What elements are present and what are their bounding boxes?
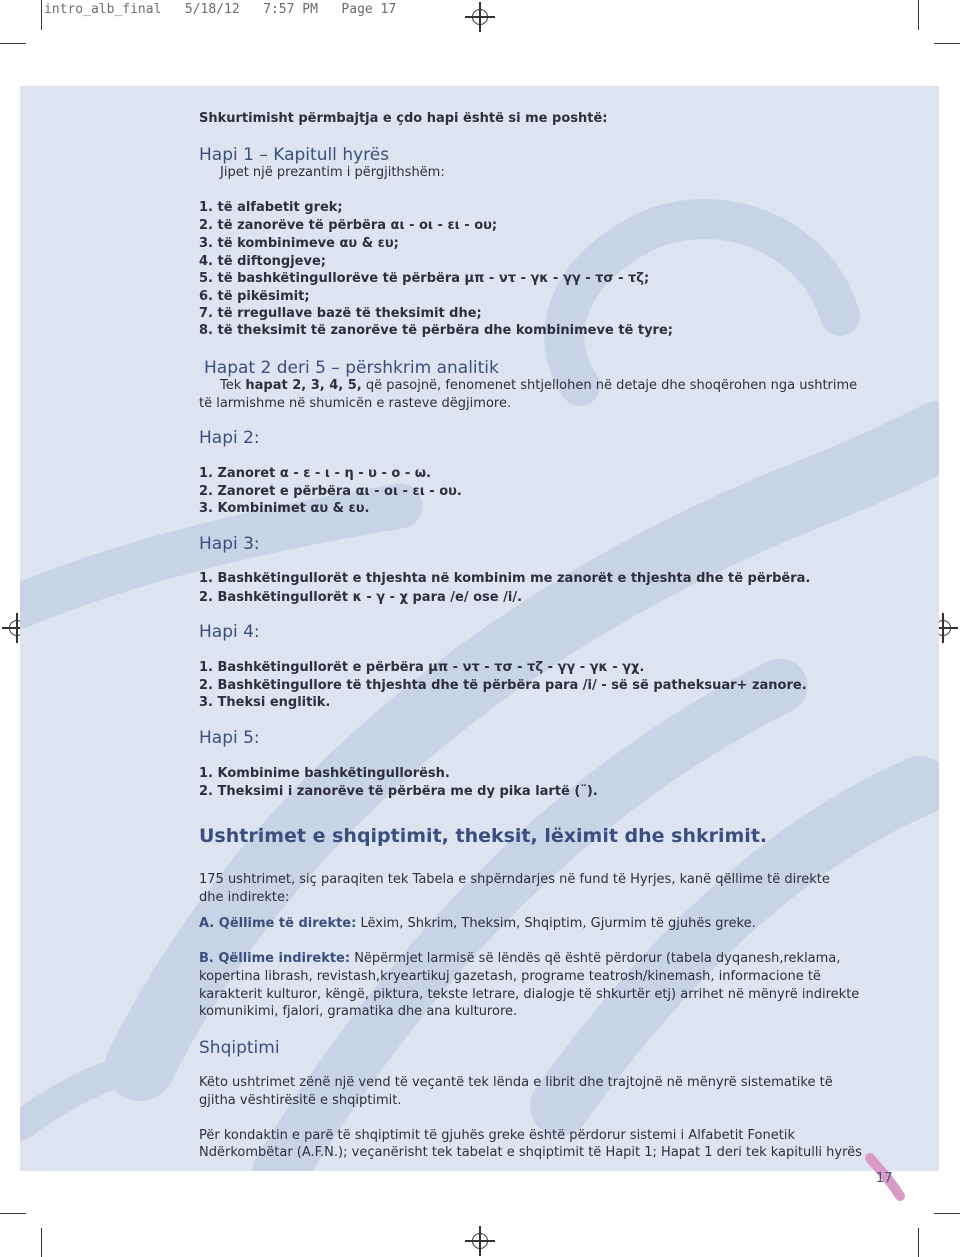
shqiptimi-p2-line: Ndërkombëtar (A.F.N.); veçanërisht tek tabelat e shqiptimit të Hapit 1; Hapat 1 deri tek kapitulli hyrës [199, 1145, 862, 1160]
list-item: 2. Theksimi i zanorëve të përbëra me dy pika lartë (¨). [199, 784, 598, 799]
list-item: 1. të alfabetit grek; [199, 200, 343, 215]
crop-mark [934, 43, 960, 44]
hapi5-title: Hapi 5: [199, 728, 260, 748]
list-item: 2. Zanoret e përbëra αι - οι - ει - ου. [199, 484, 462, 499]
list-item: 1. Bashkëtingullorët e përbëra μπ - ντ - τσ - τζ - γγ - γκ - γχ. [199, 660, 645, 675]
hapat-line-1-end: që pasojnë, fenomenet shtjellohen në detaje dhe shoqërohen nga ushtrime [361, 378, 858, 393]
list-item: 3. të kombinimeve αυ & ευ; [199, 236, 399, 251]
ushtrimet-p1-line: 175 ushtrimet, siç paraqiten tek Tabela e shpërndarjes në fund të Hyrjes, kanë qëllime të direkte [199, 872, 830, 887]
hapat-line-2: të larmishme në shumicën e rasteve dëgjimore. [199, 396, 512, 411]
list-item: 5. të bashkëtingullorëve të përbëra μπ - ντ - γκ - γγ - τσ - τζ; [199, 271, 650, 286]
qellime-indirekte [199, 951, 840, 966]
hapi4-title: Hapi 4: [199, 622, 260, 642]
registration-mark-icon [465, 2, 495, 32]
hapi1-title: Hapi 1 – Kapitull hyrës [199, 145, 390, 165]
printer-slug: intro_alb_final 5/18/12 7:57 PM Page 17 [44, 2, 397, 17]
list-item: 4. të diftongjeve; [199, 254, 326, 269]
list-item: 6. të pikësimit; [199, 289, 310, 304]
page-number: 17 [876, 1171, 893, 1186]
list-item: 1. Kombinime bashkëtingullorësh. [199, 766, 450, 781]
hapat-line-1 [220, 378, 857, 393]
registration-mark-icon [465, 1226, 495, 1256]
qellime-direkte-label: A. Qëllime të direkte: [199, 916, 357, 931]
ushtrimet-p1-line: dhe indirekte: [199, 890, 290, 905]
qellime-indirekte-line: kopertina librash, revistash,kryeartikuj gazetash, programe teatrosh/kinemash, informacione të [199, 969, 821, 984]
crop-mark [0, 43, 26, 44]
hapat-line-1-start: Tek [220, 378, 246, 393]
shqiptimi-p2-line: Për kondaktin e parë të shqiptimit të gjuhës greke është përdorur sistemi i Alfabetit Fonetik [199, 1128, 795, 1143]
list-item: 2. Bashkëtingullorët κ - γ - χ para /e/ ose /i/. [199, 590, 523, 605]
list-item: 8. të theksimit të zanorëve të përbëra dhe kombinimeve të tyre; [199, 323, 673, 338]
list-item: 2. të zanorëve të përbëra αι - οι - ει - ου; [199, 218, 498, 233]
crop-mark [918, 0, 919, 30]
list-item: 1. Zanoret α - ε - ι - η - υ - ο - ω. [199, 466, 431, 481]
crop-mark [0, 1213, 26, 1214]
crop-mark [41, 0, 42, 30]
list-item: 3. Kombinimet αυ & ευ. [199, 501, 370, 516]
ushtrimet-title: Ushtrimet e shqiptimit, theksit, lëximit dhe shkrimit. [199, 825, 768, 847]
hapi2-title: Hapi 2: [199, 428, 260, 448]
list-item: 7. të rregullave bazë të theksimit dhe; [199, 306, 482, 321]
hapat-line-1-bold: hapat 2, 3, 4, 5, [245, 378, 362, 393]
qellime-indirekte-line: karakterit kulturor, këngë, piktura, tekste letrare, dialogje të shkurtër etj) arrihet në mënyrë indirekte [199, 987, 860, 1002]
intro-line: Shkurtimisht përmbajtja e çdo hapi është si me poshtë: [199, 111, 608, 126]
list-item: 1. Bashkëtingullorët e thjeshta në kombinim me zanorët e thjeshta dhe të përbëra. [199, 571, 811, 586]
qellime-indirekte-text: Nëpërmjet larmisë së lëndës që është përdorur (tabela dyqanesh,reklama, [350, 951, 841, 966]
list-item: 3. Theksi englitik. [199, 695, 331, 710]
qellime-direkte-text: Lëxim, Shkrim, Theksim, Shqiptim, Gjurmim të gjuhës greke. [356, 916, 756, 931]
shqiptimi-p1-line: gjitha vështirësitë e shqiptimit. [199, 1093, 402, 1108]
hapi3-title: Hapi 3: [199, 534, 260, 554]
hapi1-subtitle: Jipet një prezantim i përgjithshëm: [220, 165, 445, 180]
hapat-title: Hapat 2 deri 5 – përshkrim analitik [204, 358, 499, 378]
shqiptimi-title: Shqiptimi [199, 1038, 280, 1058]
crop-mark [918, 1228, 919, 1257]
shqiptimi-p1-line: Këto ushtrimet zënë një vend të veçantë tek lënda e librit dhe trajtojnë në mënyrë sistematike të [199, 1075, 833, 1090]
crop-mark [41, 1228, 42, 1257]
qellime-direkte [199, 916, 756, 931]
list-item: 2. Bashkëtingullore të thjeshta dhe të përbëra para /i/ - së së patheksuar+ zanore. [199, 678, 807, 693]
crop-mark [934, 1213, 960, 1214]
qellime-indirekte-label: B. Qëllime indirekte: [199, 951, 351, 966]
qellime-indirekte-line: komunikimi, fjalori, gramatika dhe ana kulturore. [199, 1004, 518, 1019]
